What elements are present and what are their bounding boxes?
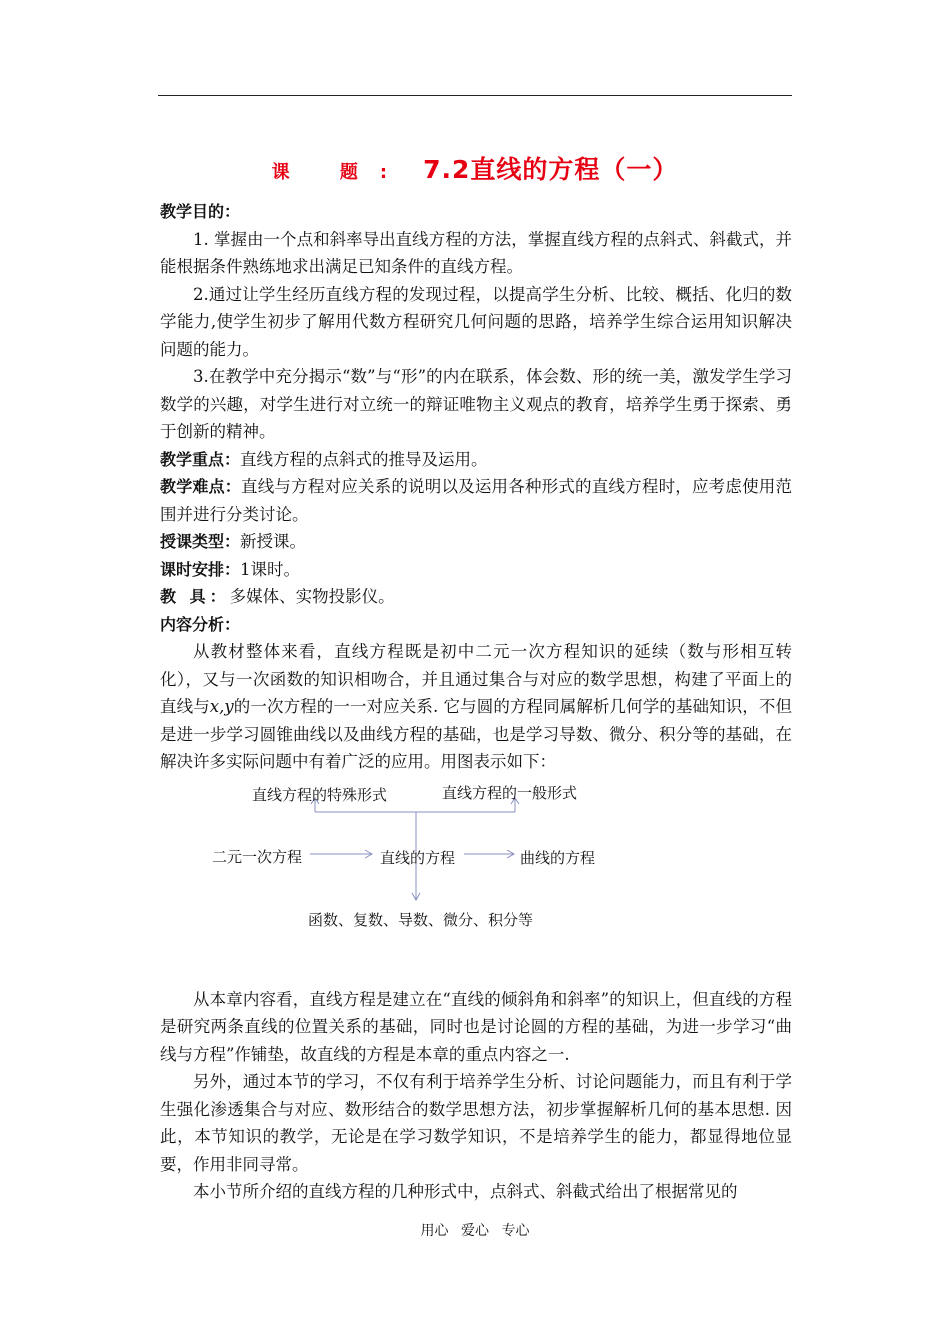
title-text: 7.2直线的方程（一） [423, 155, 679, 184]
lesson-title [0, 150, 950, 186]
title-lead: 课 题: [271, 162, 410, 183]
document-body [160, 198, 792, 1206]
goal-3: 3.在教学中充分揭示“数”与“形”的内在联系，体会数、形的统一美，激发学生学习数学的兴趣，对学生进行对立统一的辩证唯物主义观点的教育，培养学生勇于探索、勇于创新的精神。 [160, 367, 792, 441]
chapter-paragraph: 从本章内容看，直线方程是建立在“直线的倾斜角和斜率”的知识上，但直线的方程是研究两条直线的位置关系的基础，同时也是讨论圆的方程的基础，为进一步学习“曲线与方程”作铺垫，故直线的方程是本章的重点内容之一. [160, 989, 792, 1064]
teaching-tools: 教 具：多媒体、实物投影仪。 [160, 587, 395, 606]
node-calculus: 函数、复数、导数、微分、积分等 [308, 910, 534, 929]
node-curve-equation: 曲线的方程 [520, 848, 596, 867]
lesson-type: 授课类型：新授课。 [160, 532, 307, 551]
page-footer: 用心 爱心 专心 [420, 1223, 530, 1239]
node-general-form: 直线方程的一般形式 [442, 783, 578, 802]
node-line-equation: 直线的方程 [380, 848, 456, 867]
header-rule [158, 95, 792, 96]
goal-2: 2.通过让学生经历直线方程的发现过程，以提高学生分析、比较、概括、化归的数学能力,使学生初步了解用代数方程研究几何问题的思路，培养学生综合运用知识解决问题的能力。 [160, 284, 792, 359]
key-point: 教学重点：直线方程的点斜式的推导及运用。 [160, 449, 488, 469]
forms-paragraph: 本小节所介绍的直线方程的几种形式中，点斜式、斜截式给出了根据常见的 [193, 1182, 738, 1201]
node-special-forms: 直线方程的特殊形式 [252, 785, 388, 804]
goals-heading: 教学目的： [160, 202, 241, 221]
concept-diagram [160, 782, 792, 978]
goal-1: 1. 掌握由一个点和斜率导出直线方程的方法，掌握直线方程的点斜式、斜截式，并能根据条件熟练地求出满足已知条件的直线方程。 [160, 229, 792, 276]
difficulty: 教学难点：直线与方程对应关系的说明以及运用各种形式的直线方程时，应考虑使用范围并进行分类讨论。 [160, 477, 792, 524]
node-linear-equation: 二元一次方程 [212, 847, 303, 866]
lesson-hours: 课时安排：1课时。 [160, 559, 301, 579]
analysis-heading: 内容分析： [160, 614, 241, 634]
significance-paragraph: 另外，通过本节的学习，不仅有利于培养学生分析、讨论问题能力，而且有利于学生强化渗透集合与对应、数形结合的数学思想方法，初步掌握解析几何的基本思想. 因此，本节知识的教学，无论是在学习数学知识，不是培养学生的能力，都显得地位显要，作用非同寻常。 [160, 1072, 792, 1174]
diagram-arrows [160, 782, 792, 978]
analysis-paragraph-1: 从教材整体来看，直线方程既是初中二元一次方程知识的延续（数与形相互转化），又与一次函数的知识相吻合，并且通过集合与对应的数学思想，构建了平面上的直线与x,y的一次方程的一一对应关系. 它与圆的方程同属解析几何学的基础知识，不但是进一步学习圆锥曲线以及曲线方程的基础，也是学习导数、微分、积分等的基础，在解决许多实际问题中有着广泛的应用。用图表示如下： [160, 642, 792, 771]
